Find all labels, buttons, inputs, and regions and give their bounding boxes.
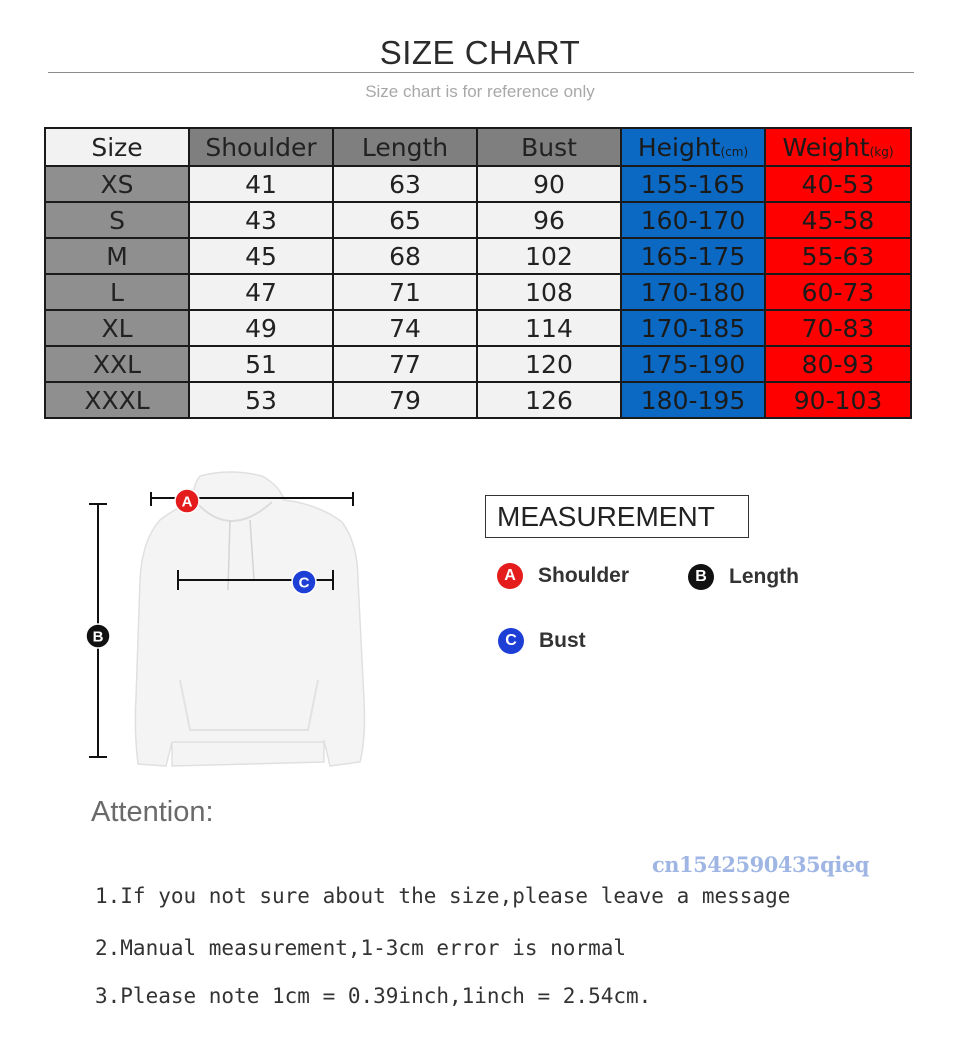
marker-b-icon: B <box>688 564 714 590</box>
length-cell: 63 <box>333 166 477 202</box>
watermark-text: cn1542590435qieq <box>652 852 869 877</box>
column-header-label: Weight <box>782 132 870 162</box>
weight-cell: 70-83 <box>765 310 911 346</box>
marker-b-label: B <box>92 628 104 646</box>
bust-cell: 96 <box>477 202 621 238</box>
shoulder-cell: 41 <box>189 166 333 202</box>
column-header-weight <box>765 128 911 166</box>
size-chart-table <box>44 127 912 419</box>
column-header-unit: (kg) <box>869 144 894 159</box>
height-cell: 165-175 <box>621 238 765 274</box>
column-header-bust <box>477 128 621 166</box>
column-header-label: Height <box>637 132 721 162</box>
column-header-shoulder <box>189 128 333 166</box>
bust-cell: 120 <box>477 346 621 382</box>
table-row <box>45 310 911 346</box>
length-cell: 79 <box>333 382 477 418</box>
size-cell: XXL <box>45 346 189 382</box>
shoulder-cell: 49 <box>189 310 333 346</box>
marker-c-label: C <box>298 574 310 592</box>
weight-cell: 60-73 <box>765 274 911 310</box>
legend-item-length <box>688 564 799 590</box>
legend-label: Shoulder <box>538 564 630 587</box>
size-cell: L <box>45 274 189 310</box>
hoodie-icon <box>80 470 380 770</box>
length-cell: 71 <box>333 274 477 310</box>
legend-item-bust <box>498 628 586 654</box>
table-header-row <box>45 128 911 166</box>
attention-note: 3.Please note 1cm = 0.39inch,1inch = 2.54cm. <box>95 984 652 1008</box>
weight-cell: 45-58 <box>765 202 911 238</box>
bust-cell: 108 <box>477 274 621 310</box>
table-row <box>45 382 911 418</box>
shoulder-cell: 45 <box>189 238 333 274</box>
page-title: SIZE CHART <box>379 34 581 71</box>
marker-c-icon: C <box>498 628 524 654</box>
table-row <box>45 166 911 202</box>
size-cell: M <box>45 238 189 274</box>
marker-a-icon: A <box>497 563 523 589</box>
table-row <box>45 238 911 274</box>
weight-cell: 90-103 <box>765 382 911 418</box>
bust-cell: 126 <box>477 382 621 418</box>
page-subtitle: Size chart is for reference only <box>365 82 595 101</box>
height-cell: 155-165 <box>621 166 765 202</box>
height-cell: 170-180 <box>621 274 765 310</box>
column-header-height <box>621 128 765 166</box>
weight-cell: 80-93 <box>765 346 911 382</box>
marker-a-label: A <box>181 493 193 511</box>
height-cell: 175-190 <box>621 346 765 382</box>
size-cell: S <box>45 202 189 238</box>
table-row <box>45 346 911 382</box>
legend-label: Length <box>729 565 799 588</box>
legend-label: Bust <box>539 629 586 652</box>
size-cell: XL <box>45 310 189 346</box>
length-cell: 68 <box>333 238 477 274</box>
length-cell: 74 <box>333 310 477 346</box>
attention-heading: Attention: <box>91 796 214 828</box>
shoulder-cell: 51 <box>189 346 333 382</box>
shoulder-cell: 53 <box>189 382 333 418</box>
height-cell: 160-170 <box>621 202 765 238</box>
legend-item-shoulder <box>497 563 629 589</box>
size-cell: XS <box>45 166 189 202</box>
column-header-label: Shoulder <box>205 132 317 162</box>
title-divider <box>48 72 914 73</box>
attention-note: 1.If you not sure about the size,please leave a message <box>95 884 791 908</box>
shoulder-cell: 47 <box>189 274 333 310</box>
bust-cell: 102 <box>477 238 621 274</box>
height-cell: 180-195 <box>621 382 765 418</box>
weight-cell: 55-63 <box>765 238 911 274</box>
attention-note: 2.Manual measurement,1-3cm error is normal <box>95 936 627 960</box>
measurement-title: MEASUREMENT <box>485 495 749 538</box>
column-header-label: Size <box>91 132 143 162</box>
column-header-size <box>45 128 189 166</box>
weight-cell: 40-53 <box>765 166 911 202</box>
column-header-label: Length <box>361 132 449 162</box>
height-cell: 170-185 <box>621 310 765 346</box>
bust-cell: 114 <box>477 310 621 346</box>
size-cell: XXXL <box>45 382 189 418</box>
length-cell: 65 <box>333 202 477 238</box>
bust-cell: 90 <box>477 166 621 202</box>
table-row <box>45 202 911 238</box>
shoulder-cell: 43 <box>189 202 333 238</box>
length-cell: 77 <box>333 346 477 382</box>
table-row <box>45 274 911 310</box>
column-header-label: Bust <box>521 132 577 162</box>
column-header-length <box>333 128 477 166</box>
column-header-unit: (cm) <box>720 144 749 159</box>
